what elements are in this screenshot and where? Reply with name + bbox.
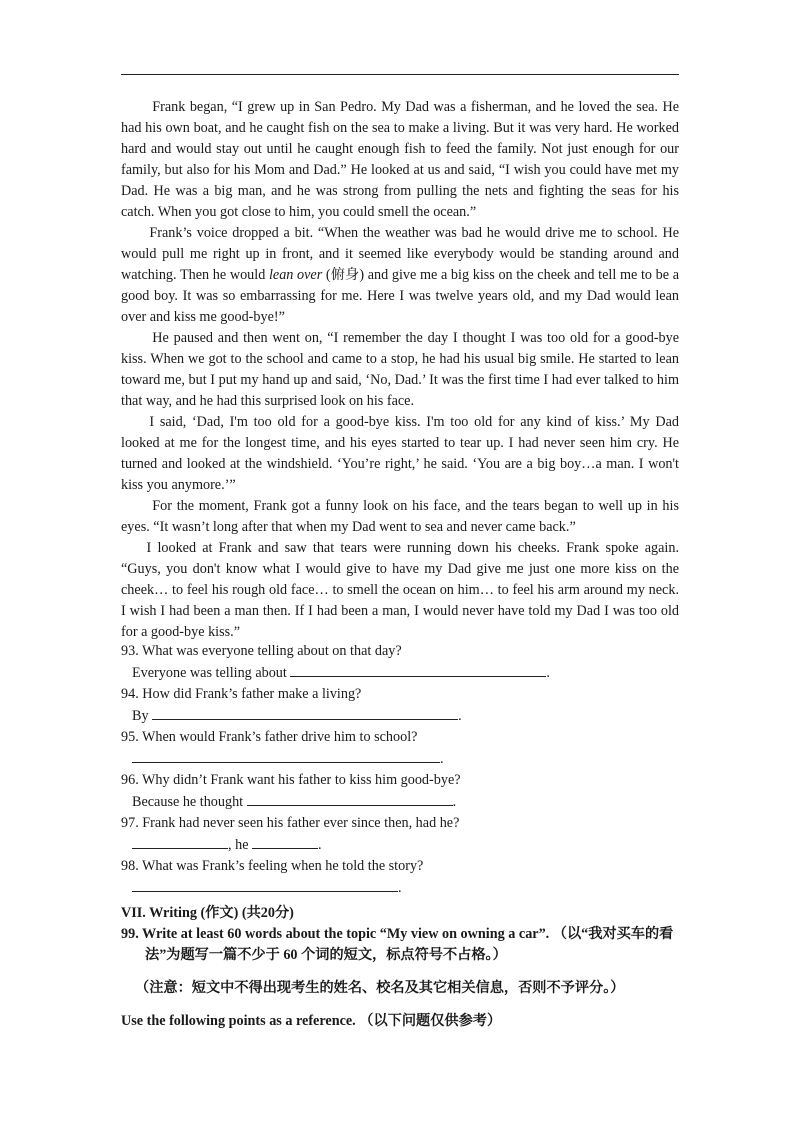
passage-paragraph-2-text-b: and give me a big kiss on the cheek and tell me to be a good boy. It was so embarrassing for me. Here I was twelve years old, and my Dad would lean over and kiss me good-bye!”	[121, 267, 680, 325]
reading-passage	[121, 97, 679, 643]
answer-period-93: .	[546, 665, 550, 681]
question-97: 97. Frank had never seen his father ever since then, had he?	[121, 815, 460, 831]
answer-period-97: .	[318, 837, 322, 853]
passage-paragraph-2	[121, 223, 679, 328]
passage-italic-term: lean over	[268, 267, 323, 283]
writing-note: （注意：短文中不得出现考生的姓名、校名及其它相关信息，否则不予评分。）	[135, 980, 625, 996]
answer-period-94: .	[458, 708, 462, 724]
answer-prefix-93: Everyone was telling about	[132, 665, 291, 681]
question-94: 94. How did Frank’s father make a living?	[121, 686, 362, 702]
answer-prefix-96: Because he thought	[132, 794, 247, 810]
answer-blank-97a[interactable]	[132, 834, 228, 849]
answer-line-95	[121, 748, 679, 770]
passage-paragraph-6: I looked at Frank and saw that tears were running down his cheeks. Frank spoke again. “Guys, you don't know what I would give to have my Dad give me just one more kiss on the cheek… to feel his rough old face… to smell the ocean on him… to feel his arm around my neck. I wish I had been a man then. If I had been a man, I would never have told my Dad I was too old for a good-bye kiss.”	[121, 540, 679, 640]
answer-line-97	[121, 834, 679, 856]
writing-heading: VII. Writing (作文) (共20分)	[121, 905, 294, 921]
answer-line-93	[121, 662, 679, 684]
answer-period-96: .	[452, 794, 457, 810]
question-98: 98. What was Frank’s feeling when he told the story?	[121, 858, 424, 874]
answer-period-95: .	[440, 751, 444, 767]
answer-blank-97b[interactable]	[252, 834, 318, 849]
passage-paragraph-4: I said, ‘Dad, I'm too old for a good-bye kiss. I'm too old for any kind of kiss.’ My Dad looked at me for the longest time, and his eyes started to tear up. I had never seen him cry. He turned and looked at the windshield. ‘You’re right,’ he said. ‘You are a big boy…a man. I won't kiss you anymore.’”	[121, 414, 679, 493]
passage-paragraph-1: Frank began, “I grew up in San Pedro. My Dad was a fisherman, and he loved the sea. He had his own boat, and he caught fish on the sea to make a living. But it was very hard. He worked hard and would stay out until he caught enough fish to feed the family. Not just enough for our family, but also for his Mom and Dad.” He looked at us and said, “I wish you could have met my Dad. He was a big man, and he was strong from pulling the nets and fighting the seas for his catch. When you got close to him, you could smell the ocean.”	[121, 99, 679, 220]
passage-paragraph-3: He paused and then went on, “I remember the day I thought I was too old for a good-bye kiss. When we got to the school and came to a stop, he had his usual big smile. He started to lean toward me, but I put my hand up and said, ‘No, Dad.’ It was the first time I had ever talked to him that way, and he had this surprised look on his face.	[121, 330, 679, 409]
passage-gloss: (俯身)	[322, 267, 368, 283]
question-96: 96. Why didn’t Frank want his father to kiss him good-bye?	[121, 772, 461, 788]
answer-blank-95[interactable]	[132, 748, 440, 763]
question-95: 95. When would Frank’s father drive him to school?	[121, 729, 418, 745]
writing-reference: Use the following points as a reference. （以下问题仅供参考）	[121, 1013, 502, 1029]
writing-section	[121, 903, 691, 1032]
writing-prompt-99: 99. Write at least 60 words about the topic “My view on owning a car”. （以“我对买车的看法”为题写一篇不少于 60 个词的短文，标点符号不占格。）	[121, 926, 674, 963]
answer-blank-98[interactable]	[132, 877, 398, 892]
answer-period-98: .	[398, 880, 402, 896]
answer-mid-97: , he	[228, 837, 253, 853]
question-93: 93. What was everyone telling about on that day?	[121, 643, 402, 659]
answer-line-94	[121, 705, 679, 727]
answer-line-96	[121, 791, 679, 813]
header-rule	[121, 74, 679, 75]
passage-paragraph-2-text-a: Frank’s voice dropped a bit. “When the weather was bad he would drive me to school. He would pull me right up in front, and it seemed like everybody would be standing around and watching. Then he would	[121, 225, 679, 283]
answer-line-98	[121, 877, 679, 899]
passage-paragraph-5: For the moment, Frank got a funny look on his face, and the tears began to well up in his eyes. “It wasn’t long after that when my Dad went to sea and never came back.”	[121, 498, 679, 535]
answer-blank-94[interactable]	[152, 705, 458, 720]
comprehension-questions	[121, 641, 679, 899]
answer-prefix-94: By	[132, 708, 153, 724]
answer-blank-96[interactable]	[247, 791, 453, 806]
answer-blank-93[interactable]	[290, 662, 546, 677]
